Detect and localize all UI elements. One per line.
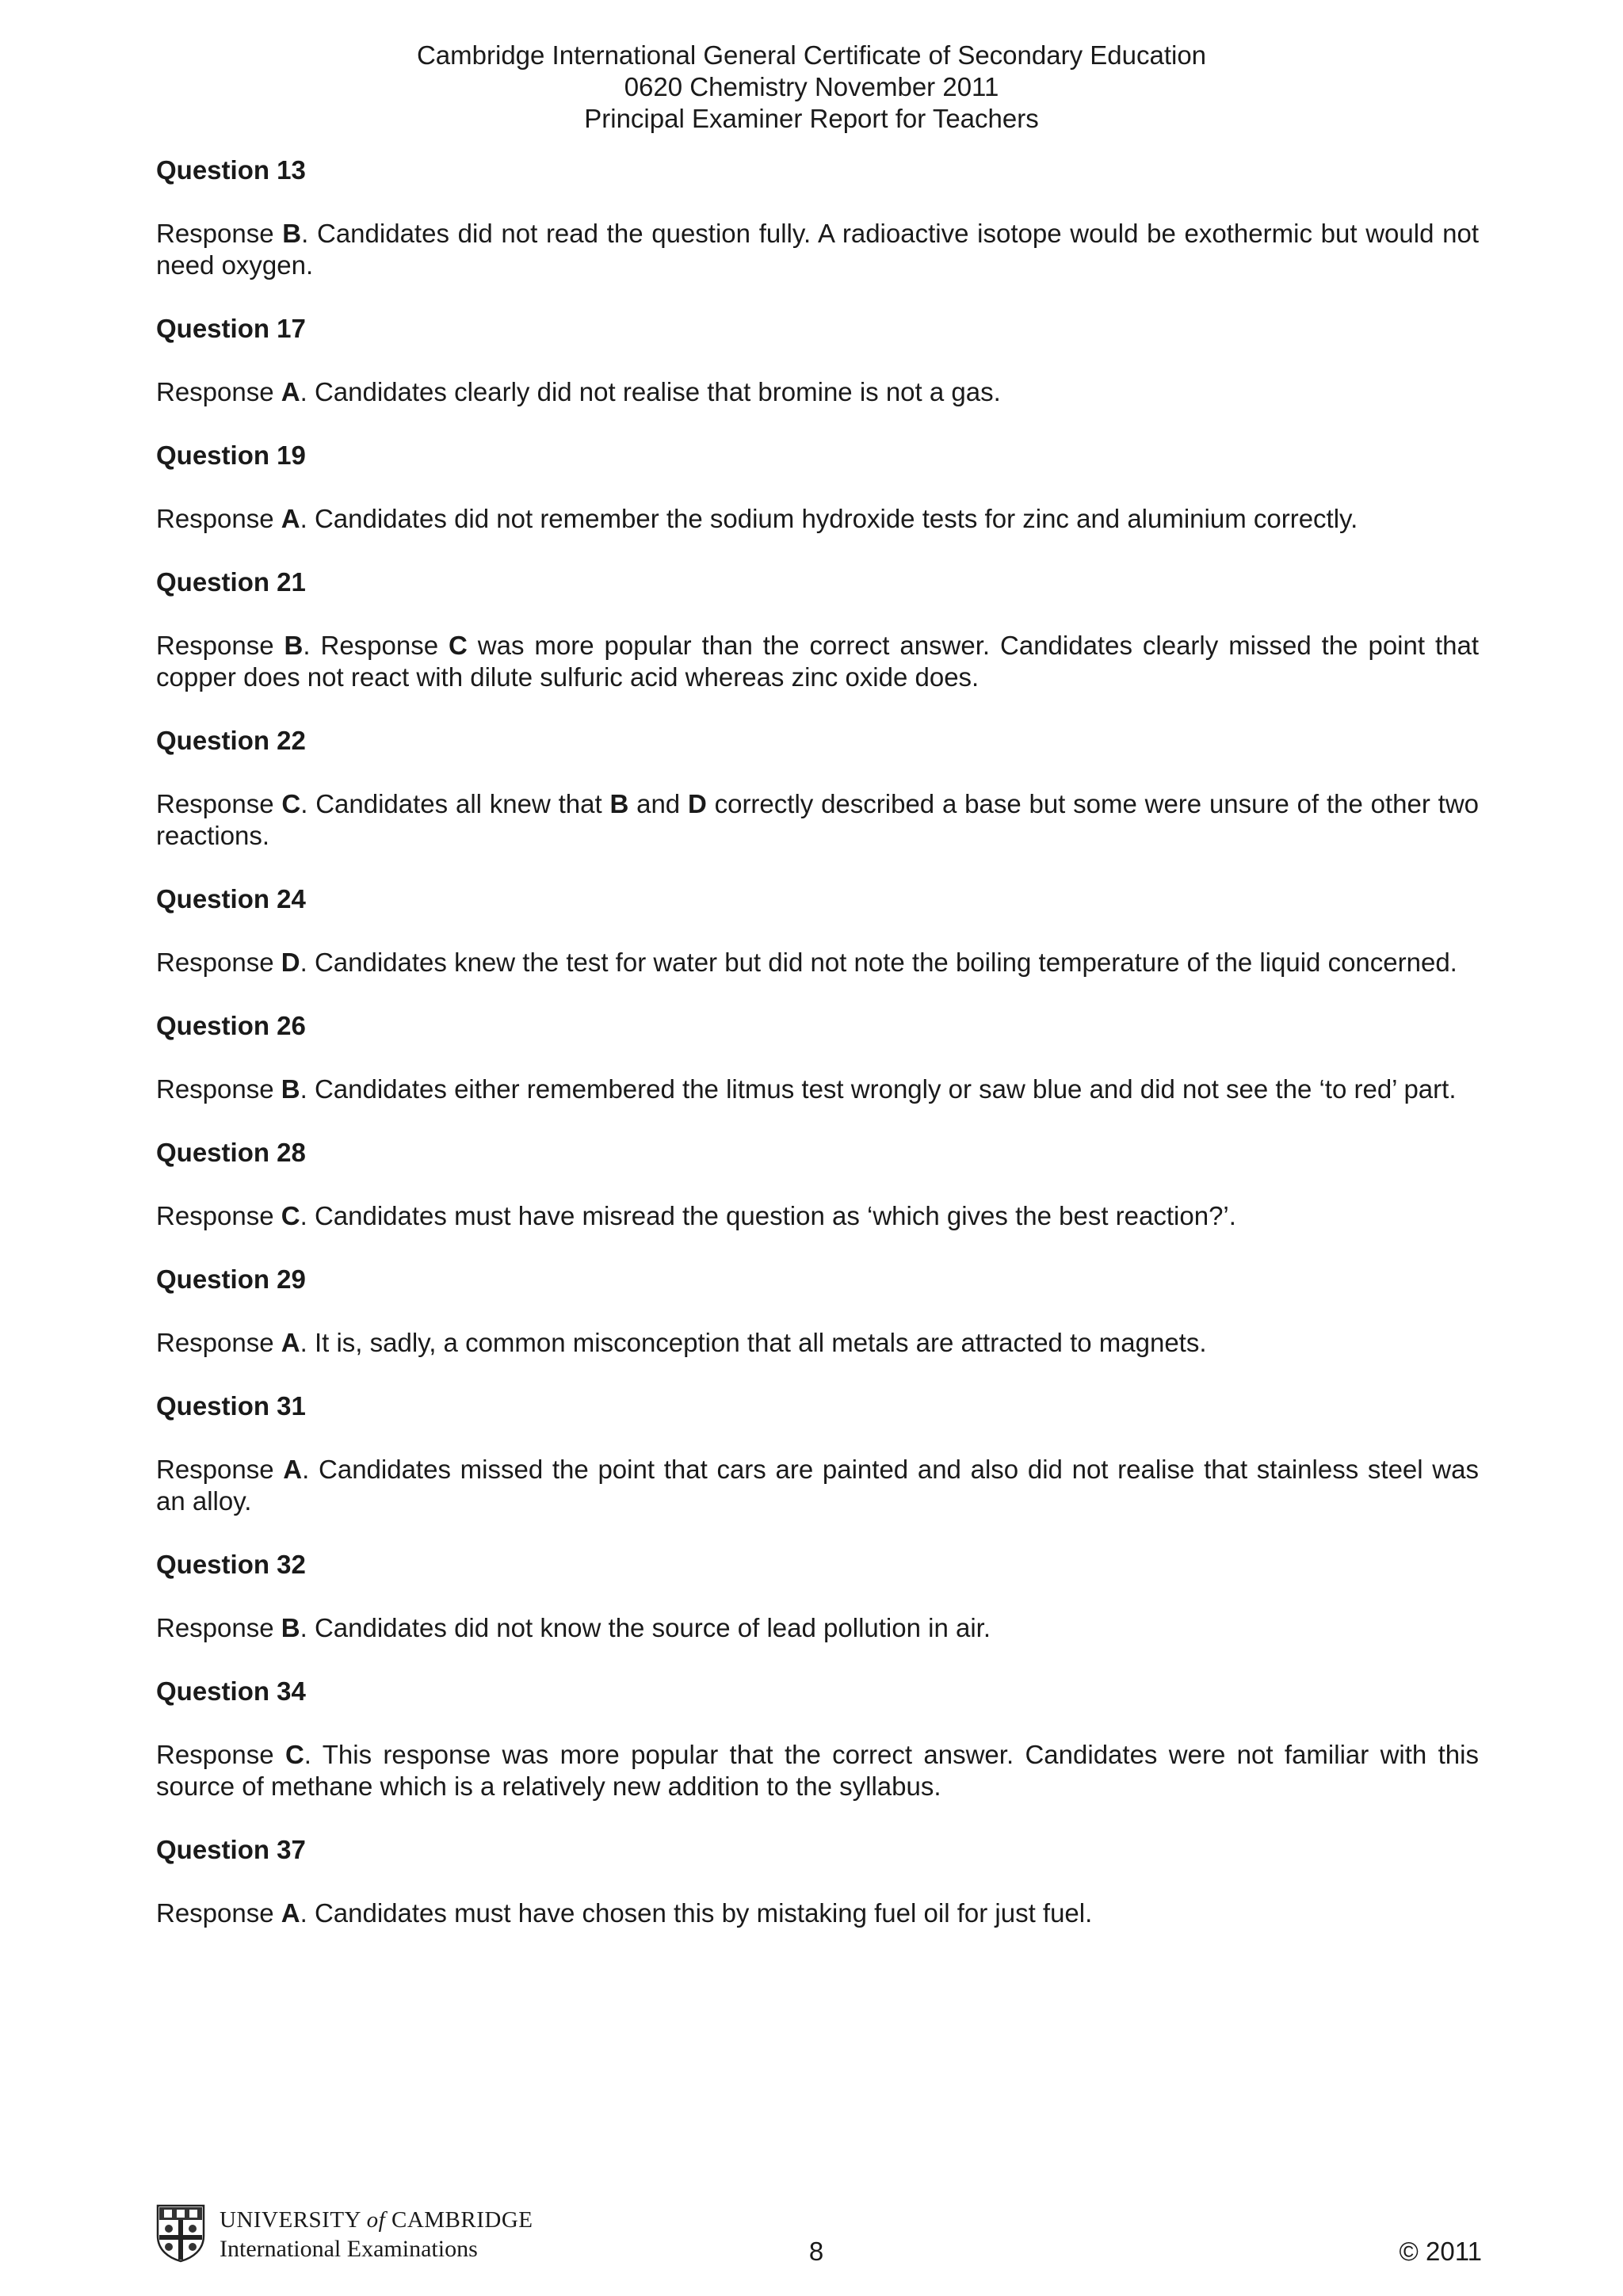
question-section xyxy=(156,1010,1479,1105)
response-paragraph: Response D. Candidates knew the test for water but did not note the boiling temperature of the liquid concerned. xyxy=(156,948,1457,977)
response-paragraph: Response A. Candidates clearly did not realise that bromine is not a gas. xyxy=(156,377,1001,406)
question-title: Question 21 xyxy=(156,567,306,597)
question-title: Question 17 xyxy=(156,314,306,343)
response-letter: B xyxy=(281,1613,300,1642)
logo-wordmark: UNIVERSITY of CAMBRIDGE xyxy=(220,2207,533,2233)
question-title: Question 19 xyxy=(156,441,306,470)
response-letter: C xyxy=(449,631,468,660)
question-section xyxy=(156,313,1479,408)
response-letter: A xyxy=(281,1328,300,1357)
question-section xyxy=(156,566,1479,693)
response-paragraph: Response B. Response C was more popular than the correct answer. Candidates clearly missed the point that copper does not react with dilute sulfuric acid whereas zinc oxide does. xyxy=(156,631,1480,692)
question-title: Question 32 xyxy=(156,1550,306,1579)
question-title: Question 22 xyxy=(156,726,306,755)
response-paragraph: Response A. Candidates must have chosen this by mistaking fuel oil for just fuel. xyxy=(156,1898,1093,1928)
question-section xyxy=(156,725,1479,852)
question-title: Question 37 xyxy=(156,1835,306,1864)
response-paragraph: Response B. Candidates did not read the question fully. A radioactive isotope would be exothermic but would not need oxygen. xyxy=(156,219,1479,280)
response-letter: A xyxy=(283,1455,303,1484)
header-line-2: 0620 Chemistry November 2011 xyxy=(624,72,999,101)
question-title: Question 13 xyxy=(156,155,306,185)
response-paragraph: Response A. Candidates missed the point that cars are painted and also did not realise that stainless steel was an alloy. xyxy=(156,1455,1479,1516)
response-letter: C xyxy=(281,1201,300,1230)
question-title: Question 26 xyxy=(156,1011,306,1040)
response-letter: A xyxy=(281,377,300,406)
question-title: Question 31 xyxy=(156,1391,306,1421)
report-body xyxy=(156,154,1479,1961)
response-letter: B xyxy=(609,789,629,818)
response-paragraph: Response B. Candidates did not know the source of lead pollution in air. xyxy=(156,1613,991,1642)
response-letter: B xyxy=(284,631,304,660)
question-section xyxy=(156,1834,1479,1929)
cambridge-logo xyxy=(156,2204,537,2264)
response-paragraph: Response B. Candidates either remembered the litmus test wrongly or saw blue and did not see the ‘to red’ part. xyxy=(156,1074,1457,1104)
header-line-1: Cambridge International General Certificate of Secondary Education xyxy=(416,40,1207,70)
question-section xyxy=(156,154,1479,281)
question-section xyxy=(156,1390,1479,1517)
question-title: Question 24 xyxy=(156,884,306,913)
page-header xyxy=(0,40,1623,135)
response-paragraph: Response C. This response was more popular that the correct answer. Candidates were not familiar with this source of methane which is a relatively new addition to the syllabus. xyxy=(156,1740,1479,1801)
cambridge-shield-icon xyxy=(156,2204,205,2263)
response-letter: A xyxy=(281,504,300,533)
question-section xyxy=(156,883,1479,978)
response-letter: D xyxy=(281,948,300,977)
response-paragraph: Response A. It is, sadly, a common misconception that all metals are attracted to magnets. xyxy=(156,1328,1207,1357)
copyright-notice: © 2011 xyxy=(1399,2237,1482,2266)
response-letter: C xyxy=(285,1740,304,1769)
response-letter: C xyxy=(281,789,301,818)
question-section xyxy=(156,1676,1479,1802)
question-section xyxy=(156,1137,1479,1232)
header-line-3: Principal Examiner Report for Teachers xyxy=(584,104,1039,133)
response-paragraph: Response C. Candidates must have misread the question as ‘which gives the best reaction?’. xyxy=(156,1201,1236,1230)
question-section xyxy=(156,1549,1479,1644)
response-letter: D xyxy=(687,789,707,818)
response-paragraph: Response A. Candidates did not remember the sodium hydroxide tests for zinc and aluminium correctly. xyxy=(156,504,1358,533)
response-letter: B xyxy=(281,1074,300,1104)
response-letter: A xyxy=(281,1898,300,1928)
question-title: Question 29 xyxy=(156,1264,306,1294)
response-paragraph: Response C. Candidates all knew that B and D correctly described a base but some were unsure of the other two reactions. xyxy=(156,789,1480,850)
response-letter: B xyxy=(282,219,302,248)
question-title: Question 34 xyxy=(156,1676,306,1706)
page-number: 8 xyxy=(808,2237,824,2266)
logo-subtitle: International Examinations xyxy=(220,2236,478,2262)
question-section xyxy=(156,440,1479,535)
question-section xyxy=(156,1264,1479,1359)
question-title: Question 28 xyxy=(156,1138,306,1167)
